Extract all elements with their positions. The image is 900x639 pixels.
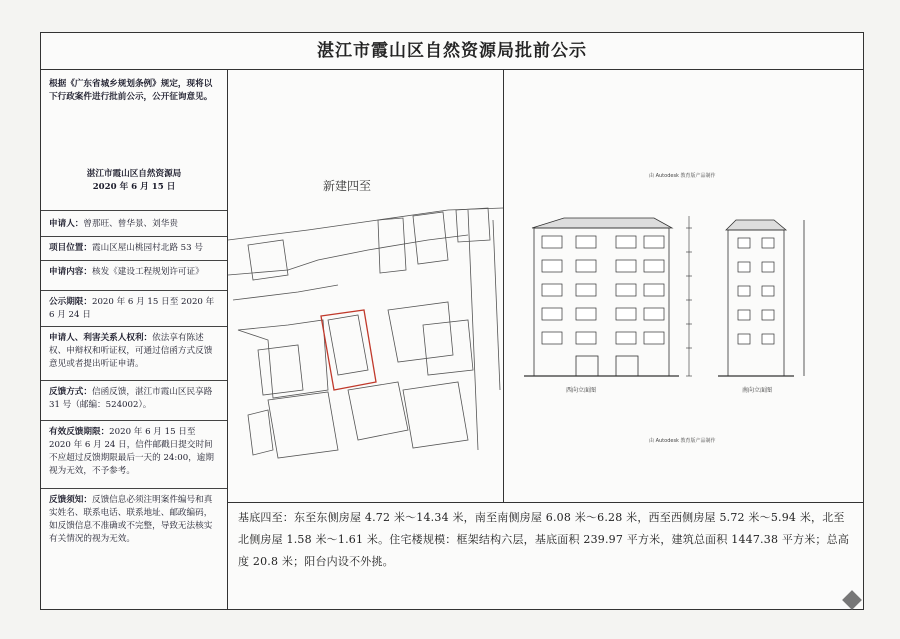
issuer-block — [49, 168, 219, 194]
intro-text: 根据《广东省城乡规划条例》规定，现将以下行政案件进行批前公示，公开征询意见。 — [49, 79, 213, 102]
autodesk-note-top: 由 Autodesk 教育版产品制作 — [649, 173, 716, 179]
front-window — [576, 260, 596, 272]
elevation-drawing — [504, 70, 863, 502]
feedback-notice-row: 反馈须知：反馈信息必须注明案件编号和真实姓名、联系电话、联系地址、邮政编码，如反馈信息不准确或不完整，导致无法核实有关情况的视为无效。 — [49, 495, 213, 544]
front-window — [616, 284, 636, 296]
rights-row: 申请人、利害关系人权利：依法享有陈述权、申辩权和听证权，可通过信函方式反馈意见或者提出听证申请。 — [49, 333, 213, 369]
front-window — [542, 284, 562, 296]
site-plan — [228, 70, 504, 502]
side-window — [762, 238, 774, 248]
drawings-area — [228, 70, 863, 502]
notice-frame — [40, 32, 864, 610]
side-window — [738, 286, 750, 296]
project-address-row: 项目位置：霞山区屋山桃园村北路 53 号 — [49, 243, 203, 253]
elevation-drawings — [504, 70, 863, 502]
building-description: 基底四至：东至东侧房屋 4.72 米～14.34 米，南至南侧房屋 6.08 米～6.28 米，西至西侧房屋 5.72 米～5.94 米，北至北侧房屋 1.58 米～1.61 米。住宅楼规模：框架结构六层，基底面积 239.97 平方米，建筑总面积 1447.38 平方米；总高度 20.8 米；阳台内设不外挑。 — [228, 502, 863, 609]
applicant-row: 申请人：曾那旺、曾华景、刘华贵 — [49, 219, 178, 229]
front-window — [616, 308, 636, 320]
front-window — [542, 260, 562, 272]
site-plan-drawing — [228, 70, 503, 502]
front-window — [576, 236, 596, 248]
side-windows — [738, 238, 774, 344]
front-window — [644, 236, 664, 248]
front-window — [616, 332, 636, 344]
side-window — [762, 334, 774, 344]
front-window — [644, 308, 664, 320]
front-window — [576, 284, 596, 296]
side-window — [762, 286, 774, 296]
notice-drawings-column — [228, 70, 863, 609]
autodesk-note-bottom: 由 Autodesk 教育版产品制作 — [649, 438, 716, 444]
front-window — [542, 308, 562, 320]
front-window — [576, 308, 596, 320]
feedback-method-row: 反馈方式：信函反馈，湛江市霞山区民享路 31 号（邮编：524002）。 — [49, 387, 213, 410]
front-elevation-label: 西向立面图 — [566, 387, 597, 394]
side-window — [738, 310, 750, 320]
front-window — [542, 332, 562, 344]
application-row: 申请内容：核发《建设工程规划许可证》 — [49, 267, 204, 277]
side-window — [738, 334, 750, 344]
feedback-deadline-row: 有效反馈期限：2020 年 6 月 15 日至 2020 年 6 月 24 日，信件邮戳日提交时间不应超过反馈期限最后一天的 24:00，逾期视为无效，不予参考。 — [49, 427, 214, 476]
issuer-name: 湛江市霞山区自然资源局 — [86, 169, 182, 179]
side-window — [762, 262, 774, 272]
front-window — [542, 236, 562, 248]
site-plan-title: 新建四至 — [323, 179, 372, 193]
front-window — [644, 332, 664, 344]
publicity-period-row: 公示期限：2020 年 6 月 15 日至 2020 年 6 月 24 日 — [49, 297, 215, 320]
site-boundary — [321, 310, 376, 390]
front-windows — [542, 236, 664, 344]
front-window — [616, 260, 636, 272]
front-window — [576, 332, 596, 344]
side-window — [738, 238, 750, 248]
notice-title: 湛江市霞山区自然资源局批前公示 — [41, 33, 863, 70]
front-window — [616, 236, 636, 248]
front-window — [644, 284, 664, 296]
notice-info-column — [41, 70, 228, 609]
side-elevation — [718, 220, 804, 376]
height-dimensions — [686, 216, 692, 376]
front-window — [644, 260, 664, 272]
issue-date: 2020 年 6 月 15 日 — [92, 182, 176, 192]
side-elevation-label: 南向立面图 — [742, 387, 773, 394]
side-window — [762, 310, 774, 320]
side-window — [738, 262, 750, 272]
